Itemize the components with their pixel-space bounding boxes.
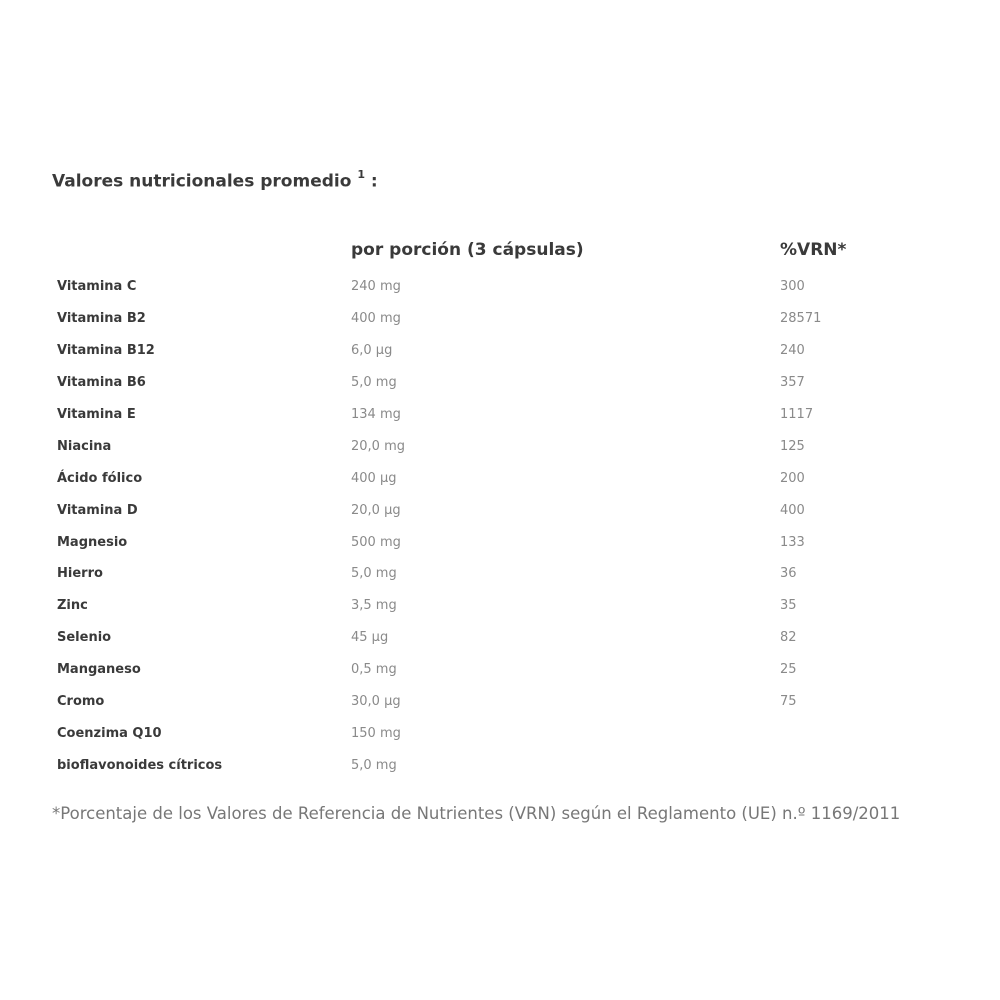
nutrient-name: Vitamina D — [57, 502, 138, 518]
table-row — [0, 271, 1000, 303]
table-row — [0, 463, 1000, 495]
table-row — [0, 718, 1000, 750]
footnote: *Porcentaje de los Valores de Referencia de Nutrientes (VRN) según el Reglamento (UE) n.º 1169/2011 — [52, 804, 901, 823]
nutrient-vrn: 82 — [780, 630, 797, 646]
nutrient-name: Vitamina C — [57, 279, 137, 294]
table-row — [0, 750, 1000, 782]
nutrient-name: Vitamina B12 — [57, 342, 155, 358]
nutrient-amount: 5,0 mg — [351, 758, 397, 774]
table-row — [0, 335, 1000, 367]
table-row — [0, 303, 1000, 335]
title-superscript: 1 — [357, 168, 365, 181]
nutrient-name: Selenio — [57, 630, 112, 646]
nutrient-vrn: 240 — [780, 342, 805, 358]
nutrient-amount: 20,0 mg — [351, 438, 405, 454]
nutrient-name: Magnesio — [57, 534, 128, 550]
nutrient-name: Ácido fólico — [57, 470, 143, 486]
nutrient-amount: 20,0 µg — [351, 502, 401, 518]
table-row — [0, 399, 1000, 431]
nutrient-vrn: 125 — [780, 438, 805, 454]
nutrient-name: Niacina — [57, 438, 112, 454]
nutrient-amount: 3,5 mg — [351, 598, 397, 614]
title-suffix: : — [364, 171, 378, 192]
table-row — [0, 686, 1000, 718]
nutrient-name: bioflavonoides cítricos — [57, 758, 223, 774]
nutrient-vrn: 300 — [780, 279, 805, 294]
table-row — [0, 495, 1000, 527]
nutrient-name: Coenzima Q10 — [57, 726, 162, 742]
nutrient-vrn: 133 — [780, 534, 805, 550]
nutrient-vrn: 400 — [780, 502, 805, 518]
nutrient-name: Vitamina E — [57, 406, 136, 422]
nutrient-amount: 500 mg — [351, 534, 401, 550]
table-row — [0, 590, 1000, 622]
page-title-text: Valores nutricionales promedio — [52, 171, 352, 192]
nutrient-name: Cromo — [57, 694, 105, 710]
nutrient-vrn: 25 — [780, 662, 797, 678]
nutrient-amount: 150 mg — [351, 726, 401, 742]
nutrient-name: Vitamina B2 — [57, 310, 146, 326]
nutrient-amount: 400 mg — [351, 310, 401, 326]
nutrient-name: Zinc — [57, 598, 88, 614]
table-row — [0, 654, 1000, 686]
nutrient-amount: 30,0 µg — [351, 694, 401, 710]
table-row — [0, 622, 1000, 654]
nutrient-vrn: 35 — [780, 598, 797, 614]
column-header-portion: por porción (3 cápsulas) — [351, 240, 584, 260]
nutrient-name: Manganeso — [57, 662, 141, 678]
table-row — [0, 527, 1000, 559]
table-row — [0, 367, 1000, 399]
nutrient-amount: 5,0 mg — [351, 374, 397, 390]
nutrient-amount: 45 µg — [351, 630, 389, 646]
page-title — [52, 170, 378, 192]
table-row — [0, 431, 1000, 463]
nutrient-vrn: 28571 — [780, 310, 822, 326]
table-row — [0, 558, 1000, 590]
nutrient-name: Hierro — [57, 566, 103, 582]
nutrition-table — [0, 271, 1000, 782]
nutrient-vrn: 36 — [780, 566, 797, 582]
column-header-vrn: %VRN* — [780, 240, 847, 260]
nutrient-amount: 400 µg — [351, 470, 397, 486]
nutrient-amount: 134 mg — [351, 406, 401, 422]
nutrient-amount: 5,0 mg — [351, 566, 397, 582]
nutrient-amount: 240 mg — [351, 279, 401, 294]
nutrient-vrn: 357 — [780, 374, 805, 390]
nutrient-vrn: 1117 — [780, 406, 814, 422]
nutrient-amount: 0,5 mg — [351, 662, 397, 678]
nutrient-amount: 6,0 µg — [351, 342, 393, 358]
nutrient-vrn: 75 — [780, 694, 797, 710]
nutrient-name: Vitamina B6 — [57, 374, 146, 390]
nutrient-vrn: 200 — [780, 470, 805, 486]
